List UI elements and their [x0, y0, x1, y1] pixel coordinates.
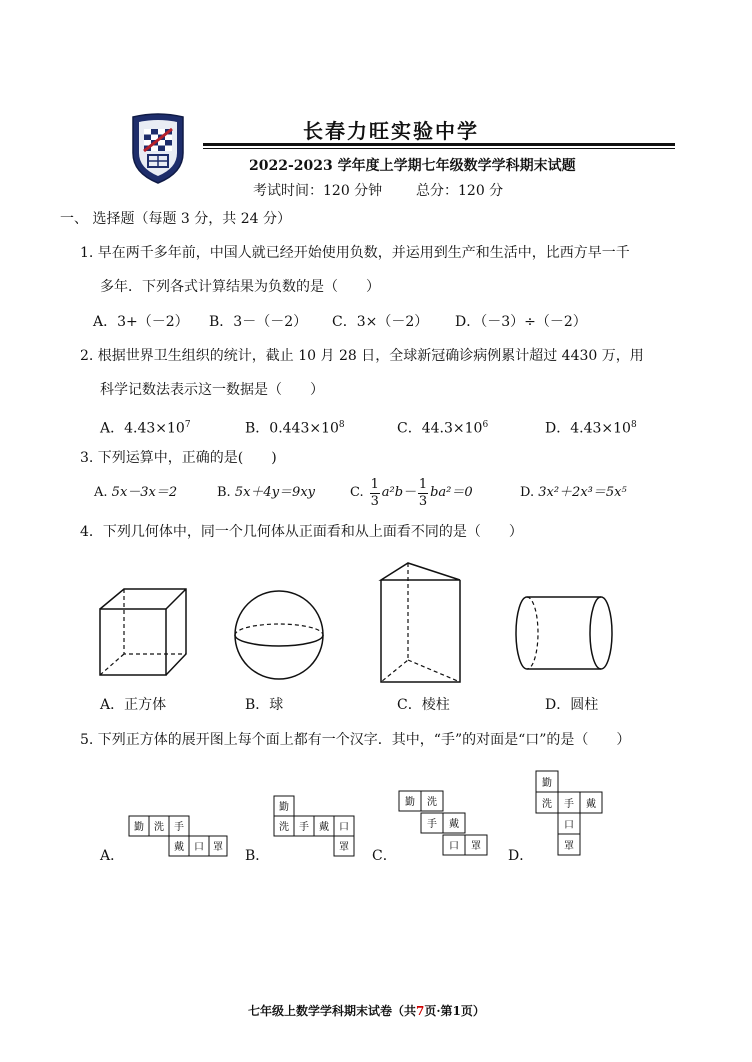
q5-option-c-label: C．: [372, 848, 397, 864]
page-footer: [248, 1002, 485, 1019]
net-b-cell-xi: 洗: [279, 822, 289, 833]
net-a-cell-kou: 口: [194, 842, 204, 853]
q1-option-b: B．3－（－2）: [209, 314, 308, 330]
net-b-cell-kou: 口: [339, 822, 349, 833]
q5-option-d-label: D．: [508, 848, 534, 864]
q3-option-d: D. 3x²＋2x³＝5x⁵: [520, 485, 627, 500]
q3-option-b: B. 5x＋4y＝9xy: [217, 485, 315, 500]
prism-figure: [378, 560, 466, 688]
net-c-cell-zhao: 罩: [471, 841, 481, 852]
net-c-cell-shou: 手: [427, 819, 437, 830]
q4-option-a: A．正方体: [100, 697, 167, 713]
net-d-cell-shou: 手: [564, 799, 574, 810]
total-score: 总分：120 分: [416, 183, 504, 199]
question-2-line-1: 2. 根据世界卫生组织的统计，截止 10 月 28 日，全球新冠确诊病例累计超过 4430 万，用: [80, 348, 644, 364]
net-c-cell-qin: 勤: [405, 797, 415, 808]
q3-option-a: A. 5x－3x＝2: [94, 485, 178, 500]
q1-option-d: D．（－3）÷（－2）: [455, 314, 587, 330]
question-5-line-1: 5. 下列正方体的展开图上每个面上都有一个汉字．其中，“手”的对面是“口”的是（ ）: [80, 732, 631, 748]
q2-option-b: B．$0.443\times 10^8$: [245, 420, 345, 437]
school-name: 长春力旺实验中学: [303, 119, 479, 143]
cube-net-a: [128, 815, 228, 859]
exam-time: 考试时间：120 分钟: [253, 183, 383, 199]
net-a-cell-dai: 戴: [174, 842, 184, 853]
school-logo-icon: [130, 113, 186, 185]
question-4-line-1: 4．下列几何体中，同一个几何体从正面看和从上面看不同的是（ ）: [80, 524, 523, 540]
net-a-cell-shou: 手: [174, 822, 184, 833]
question-1-line-2: 多年．下列各式计算结果为负数的是（ ）: [100, 279, 380, 295]
q2-option-c: C．$44.3\times 10^6$: [397, 420, 489, 437]
q1-option-c: C．3×（－2）: [332, 314, 429, 330]
q1-option-a: A．3+（－2）: [93, 314, 189, 330]
net-d-cell-zhao: 罩: [564, 841, 574, 852]
q5-option-a-label: A．: [100, 848, 125, 864]
net-c-cell-xi: 洗: [427, 797, 437, 808]
q4-option-b: B．球: [245, 697, 284, 713]
cube-net-d: [535, 770, 607, 858]
net-a-cell-zhao: 罩: [213, 842, 223, 853]
net-b-cell-zhao: 罩: [339, 842, 349, 853]
q2-option-d: D．$4.43\times 10^8$: [545, 420, 637, 437]
cube-net-c: [398, 790, 490, 856]
q3-option-c: C. 1 3 a²b－ 1 3 ba²＝0: [350, 476, 473, 509]
footer-page-count: 7: [416, 1004, 425, 1018]
net-c-cell-dai: 戴: [449, 819, 459, 830]
question-3-line-1: 3. 下列运算中，正确的是( ): [80, 450, 277, 466]
footer-text-pre: 七年级上数学学科期末试卷（共: [248, 1004, 417, 1018]
q4-option-c: C．棱柱: [397, 697, 450, 713]
header-rule-thick: [203, 143, 675, 146]
net-b-cell-dai: 戴: [319, 822, 329, 833]
net-d-cell-dai: 戴: [586, 799, 596, 810]
net-d-cell-kou: 口: [564, 820, 574, 831]
q4-option-d: D．圆柱: [545, 697, 599, 713]
net-b-cell-shou: 手: [299, 822, 309, 833]
sphere-figure: [232, 588, 326, 682]
header-rule-thin: [203, 148, 675, 149]
section-title: 一、 选择题（每题 3 分，共 24 分）: [60, 211, 291, 227]
net-a-cell-xi: 洗: [154, 822, 164, 833]
question-1-line-1: 1. 早在两千多年前，中国人就已经开始使用负数，并运用到生产和生活中，比西方早一千: [80, 245, 630, 261]
net-b-cell-qin: 勤: [279, 802, 289, 813]
net-d-cell-qin: 勤: [542, 778, 552, 789]
question-2-line-2: 科学记数法表示这一数据是（ ）: [100, 382, 324, 398]
q5-option-b-label: B．: [245, 848, 270, 864]
net-c-cell-kou: 口: [449, 841, 459, 852]
cylinder-figure: [513, 592, 615, 674]
q2-option-a: A．$4.43\times 10^7$: [100, 420, 191, 437]
footer-text-post: 页·第1页）: [424, 1004, 485, 1018]
cube-figure: [95, 583, 195, 683]
net-a-cell-qin: 勤: [134, 822, 144, 833]
net-d-cell-xi: 洗: [542, 799, 552, 810]
cube-net-b: [273, 795, 357, 857]
exam-title: 2022-2023 学年度上学期七年级数学学科期末试题: [249, 158, 576, 174]
